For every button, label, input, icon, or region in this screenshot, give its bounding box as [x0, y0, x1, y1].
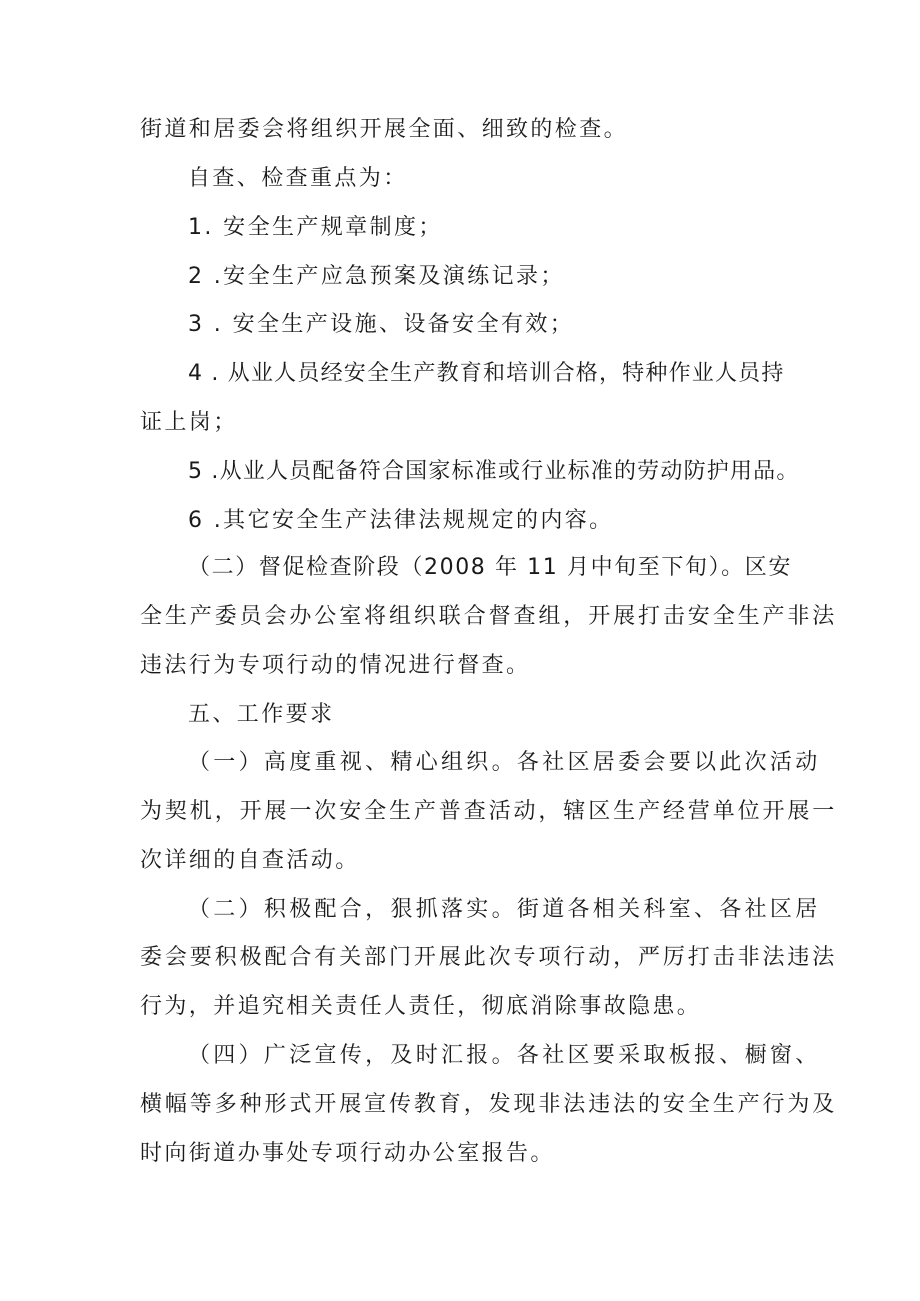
text-line: （四）广泛宣传，及时汇报。各社区要采取板报、橱窗、 [188, 1043, 821, 1068]
list-item: 5 .从业人员配备符合国家标准或行业标准的劳动防护用品。 [188, 459, 800, 484]
list-item: 4 . 从业人员经安全生产教育和培训合格，特种作业人员持 [188, 361, 785, 386]
text-line: 行为，并追究相关责任人责任，彻底消除事故隐患。 [140, 994, 702, 1019]
text-line: 街道和居委会将组织开展全面、细致的检查。 [140, 117, 629, 142]
list-item: 6 .其它安全生产法律法规规定的内容。 [188, 508, 614, 533]
list-item: 1. 安全生产规章制度； [188, 215, 443, 240]
section-heading: 五、工作要求 [188, 702, 335, 727]
text-line: 违法行为专项行动的情况进行督查。 [140, 653, 531, 678]
list-item: 2 .安全生产应急预案及演练记录； [188, 264, 565, 289]
text-line: 横幅等多种形式开展宣传教育，发现非法违法的安全生产行为及 [140, 1092, 838, 1117]
text-line: 全生产委员会办公室将组织联合督查组，开展打击安全生产非法 [140, 604, 838, 629]
text-line: （二）督促检查阶段（2008 年 11 月中旬至下旬）。区安 [188, 555, 792, 580]
text-line: 自查、检查重点为： [188, 166, 408, 191]
text-line: （一）高度重视、精心组织。各社区居委会要以此次活动 [188, 750, 821, 775]
list-item: 3 . 安全生产设施、设备安全有效； [188, 312, 575, 337]
text-line: 为契机，开展一次安全生产普查活动，辖区生产经营单位开展一 [140, 799, 838, 824]
text-line: 次详细的自查活动。 [140, 848, 360, 873]
text-line: 时向街道办事处专项行动办公室报告。 [140, 1141, 555, 1166]
text-line: 委会要积极配合有关部门开展此次专项行动，严厉打击非法违法 [140, 945, 838, 970]
list-item-continuation: 证上岗； [140, 410, 238, 435]
text-line: （二）积极配合，狠抓落实。街道各相关科室、各社区居 [188, 897, 821, 922]
